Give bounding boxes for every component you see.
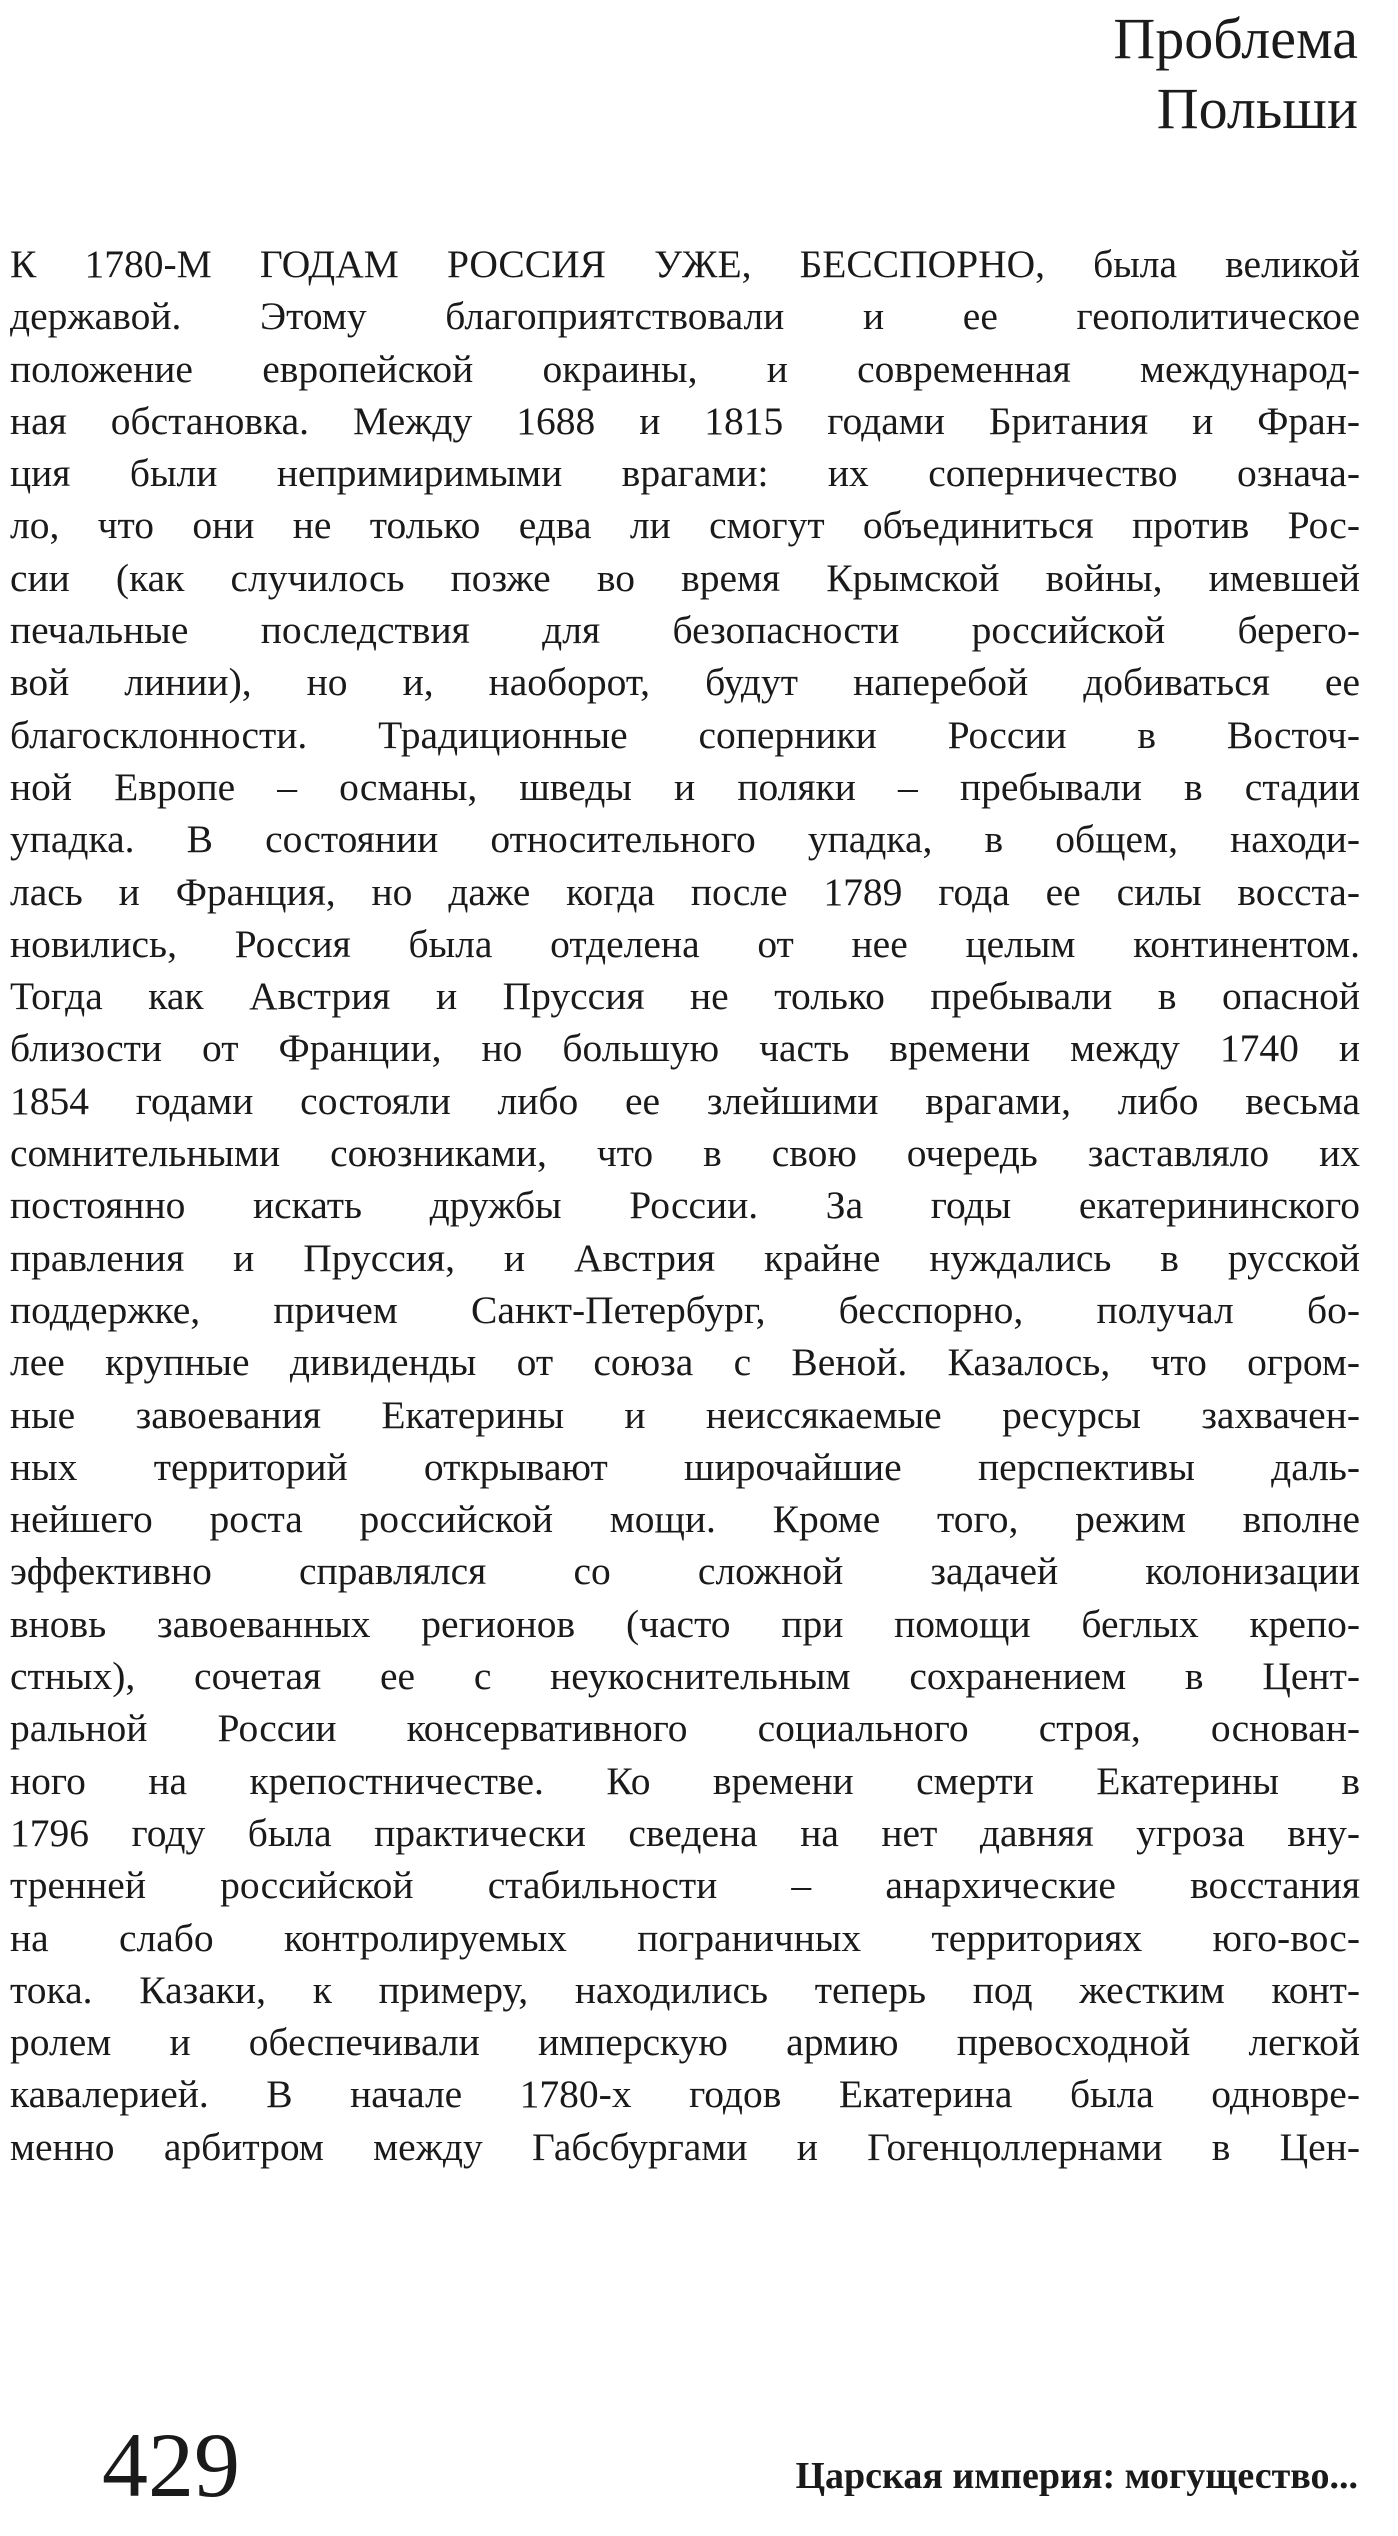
text-line: ного на крепостничестве. Ко времени смерти Екатерины в xyxy=(10,1758,1360,1803)
page-footer xyxy=(10,2410,1358,2520)
chapter-title xyxy=(758,4,1358,144)
text-line: менно арбитром между Габсбургами и Гогенцоллернами в Цен- xyxy=(10,2124,1360,2169)
text-line: эффективно справлялся со сложной задачей колонизации xyxy=(10,1549,1360,1594)
running-title: Царская империя: могущество... xyxy=(795,2455,1358,2497)
text-line: вновь завоеванных регионов (часто при помощи беглых крепо- xyxy=(10,1601,1360,1646)
text-line: 1854 годами состояли либо ее злейшими врагами, либо весьма xyxy=(10,1078,1360,1123)
text-line: ция были непримиримыми врагами: их соперничество означа- xyxy=(10,451,1360,496)
text-line: печальные последствия для безопасности российской берего- xyxy=(10,608,1360,653)
text-line: кавалерией. В начале 1780-х годов Екатерина была одновре- xyxy=(10,2072,1360,2117)
text-line: положение европейской окраины, и современная международ- xyxy=(10,346,1360,391)
text-line: сии (как случилось позже во время Крымской войны, имевшей xyxy=(10,555,1360,600)
text-line: нейшего роста российской мощи. Кроме того, режим вполне xyxy=(10,1497,1360,1542)
text-line: ной Европе – османы, шведы и поляки – пребывали в стадии xyxy=(10,764,1360,809)
text-line: благосклонности. Традиционные соперники России в Восточ- xyxy=(10,712,1360,757)
text-line: близости от Франции, но большую часть времени между 1740 и xyxy=(10,1026,1360,1071)
text-line: тока. Казаки, к примеру, находились теперь под жестким конт- xyxy=(10,1967,1360,2012)
text-line: державой. Этому благоприятствовали и ее геополитическое xyxy=(10,294,1360,339)
text-line: Тогда как Австрия и Пруссия не только пребывали в опасной xyxy=(10,974,1360,1019)
body-paragraph xyxy=(10,238,1360,2173)
text-line: ных территорий открывают широчайшие перспективы даль- xyxy=(10,1444,1360,1489)
text-line: упадка. В состоянии относительного упадка, в общем, находи- xyxy=(10,817,1360,862)
text-line: правления и Пруссия, и Австрия крайне нуждались в русской xyxy=(10,1235,1360,1280)
text-line: тренней российской стабильности – анархические восстания xyxy=(10,1863,1360,1908)
text-line: новились, Россия была отделена от нее целым континентом. xyxy=(10,921,1360,966)
text-line: ная обстановка. Между 1688 и 1815 годами Британия и Фран- xyxy=(10,398,1360,443)
text-line: К 1780-М ГОДАМ РОССИЯ УЖЕ, БЕССПОРНО, была великой xyxy=(10,242,1360,286)
text-line: лее крупные дивиденды от союза с Веной. Казалось, что огром- xyxy=(10,1340,1360,1385)
text-line: ролем и обеспечивали имперскую армию превосходной легкой xyxy=(10,2020,1360,2065)
chapter-title-line-1: Проблема xyxy=(1113,6,1358,71)
page-number: 429 xyxy=(102,2414,240,2516)
text-line: постоянно искать дружбы России. За годы екатерининского xyxy=(10,1183,1360,1228)
text-line: ло, что они не только едва ли смогут объединиться против Рос- xyxy=(10,503,1360,548)
text-line: сомнительными союзниками, что в свою очередь заставляло их xyxy=(10,1131,1360,1176)
text-line: 1796 году была практически сведена на нет давняя угроза вну- xyxy=(10,1810,1360,1855)
text-line: на слабо контролируемых пограничных территориях юго-вос- xyxy=(10,1915,1360,1960)
text-line: вой линии), но и, наоборот, будут наперебой добиваться ее xyxy=(10,660,1360,705)
chapter-title-line-2: Польши xyxy=(1156,76,1358,141)
text-line: стных), сочетая ее с неукоснительным сохранением в Цент- xyxy=(10,1654,1360,1699)
text-line: лась и Франция, но даже когда после 1789 года ее силы восста- xyxy=(10,869,1360,914)
text-line: поддержке, причем Санкт-Петербург, бесспорно, получал бо- xyxy=(10,1287,1360,1332)
text-line: ральной России консервативного социального строя, основан- xyxy=(10,1706,1360,1751)
text-line: ные завоевания Екатерины и неиссякаемые ресурсы захвачен- xyxy=(10,1392,1360,1437)
